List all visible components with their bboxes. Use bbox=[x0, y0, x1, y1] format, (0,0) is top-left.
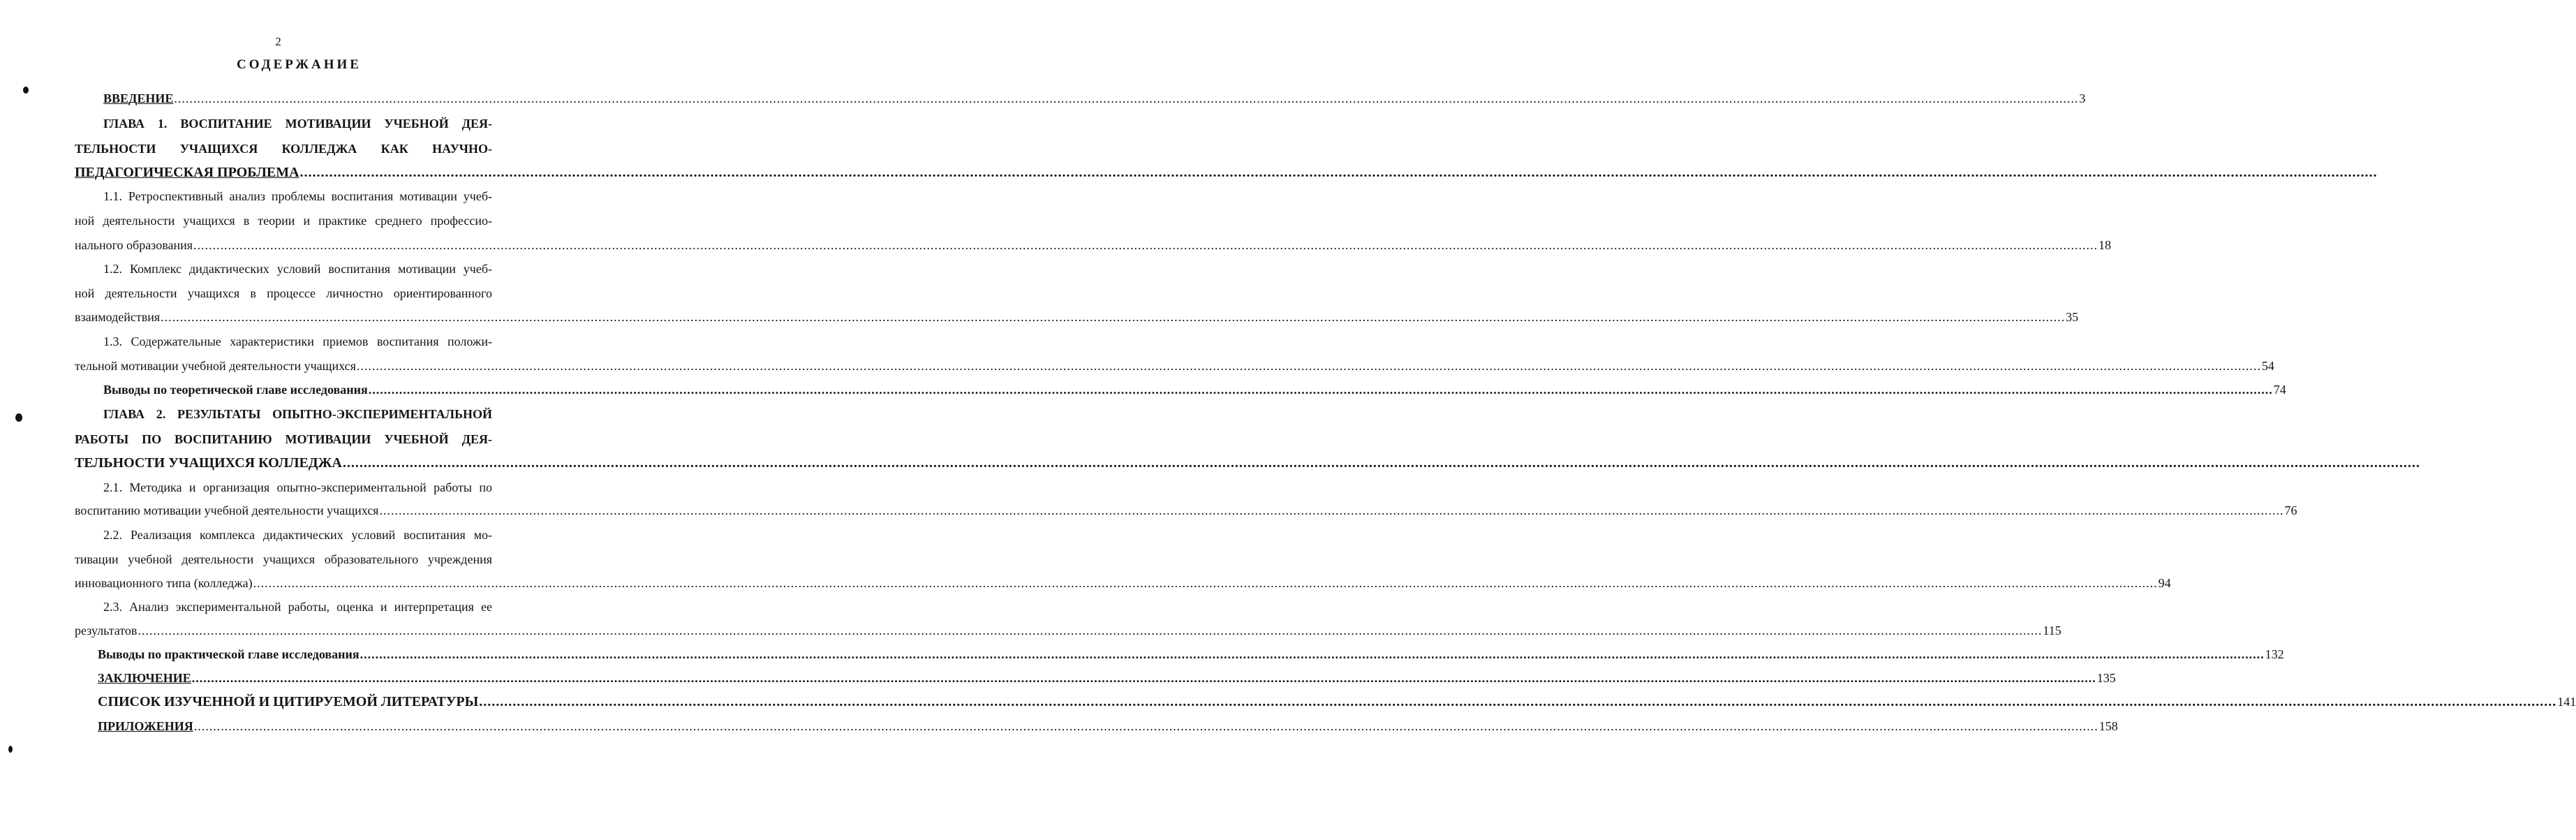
toc-page: 54 bbox=[2261, 359, 2274, 373]
toc-page: 18 bbox=[2098, 238, 2111, 252]
toc-section-2-1-line-1[interactable]: 2.1. Методика и организация опытно-экспериментальной работы по bbox=[103, 480, 492, 494]
toc-page: 94 bbox=[2158, 576, 2171, 590]
toc-section-2-2-line-1[interactable]: 2.2. Реализация комплекса дидактических условий воспитания мо- bbox=[103, 528, 492, 542]
toc-chapter-2-line-1[interactable]: ГЛАВА 2. РЕЗУЛЬТАТЫ ОПЫТНО-ЭКСПЕРИМЕНТАЛЬНОЙ bbox=[103, 407, 492, 421]
leader-dots: ................................................................................................................................................................................................................................................................................................................................................................................................................................................................................................................ bbox=[379, 503, 2284, 517]
toc-chapter-1-line-1[interactable]: ГЛАВА 1. ВОСПИТАНИЕ МОТИВАЦИИ УЧЕБНОЙ ДЕЯ- bbox=[103, 117, 492, 131]
margin-mark bbox=[8, 746, 13, 753]
toc-section-1-2-line-1[interactable]: 1.2. Комплекс дидактических условий воспитания мотивации учеб- bbox=[103, 262, 492, 276]
toc-page: 76 bbox=[2284, 503, 2297, 517]
toc-page: 74 bbox=[2273, 383, 2286, 397]
toc-label: тельной мотивации учебной деятельности учащихся bbox=[75, 359, 356, 373]
leader-dots: ................................................................................................................................................................................................................................................................................................................................................................................................................................................................................................................ bbox=[193, 719, 2098, 733]
toc-label: ВВЕДЕНИЕ bbox=[103, 91, 174, 105]
toc-section-2-2-line-2[interactable]: тивации учебной деятельности учащихся образовательного учреждения bbox=[75, 552, 492, 566]
toc-label: Выводы по теоретической главе исследования bbox=[103, 383, 368, 397]
toc-label: СПИСОК ИЗУЧЕННОЙ И ЦИТИРУЕМОЙ ЛИТЕРАТУРЫ bbox=[98, 694, 479, 709]
toc-section-1-1-line-2[interactable]: ной деятельности учащихся в теории и практике среднего профессио- bbox=[75, 214, 492, 228]
leader-dots: ................................................................................................................................................................................................................................................................................................................................................................................................................................................................................................................ bbox=[174, 91, 2079, 105]
toc-section-2-2-line-3[interactable] bbox=[75, 574, 2171, 592]
leader-dots: ................................................................................................................................................................................................................................................................................................................................................................................................................................................................................................................ bbox=[161, 310, 2066, 324]
toc-chapter-1-line-3[interactable] bbox=[75, 163, 2378, 182]
toc-label: ПРИЛОЖЕНИЯ bbox=[98, 719, 193, 733]
toc-page: 35 bbox=[2066, 310, 2079, 324]
toc-entry-conclusion[interactable] bbox=[98, 669, 2116, 687]
leader-dots: ................................................................................................................................................................................................................................................................................................................................................................................................................................................................................................................ bbox=[299, 165, 2378, 180]
toc-label: взаимодействия bbox=[75, 310, 161, 324]
toc-label: ЗАКЛЮЧЕНИЕ bbox=[98, 671, 191, 685]
toc-label: результатов bbox=[75, 624, 138, 638]
toc-conclusions-chapter-2[interactable] bbox=[98, 645, 2284, 663]
toc-section-1-3-line-1[interactable]: 1.3. Содержательные характеристики приемов воспитания положи- bbox=[103, 334, 492, 348]
toc-page: 135 bbox=[2096, 671, 2116, 685]
toc-conclusions-chapter-1[interactable] bbox=[103, 381, 2286, 399]
leader-dots: ................................................................................................................................................................................................................................................................................................................................................................................................................................................................................................................ bbox=[253, 576, 2158, 590]
toc-section-1-2-line-3[interactable] bbox=[75, 308, 2079, 326]
toc-section-1-2-line-2[interactable]: ной деятельности учащихся в процессе личностно ориентированного bbox=[75, 286, 492, 300]
toc-entry-literature[interactable] bbox=[98, 693, 2576, 711]
toc-section-2-3-line-2[interactable] bbox=[75, 621, 2061, 640]
toc-chapter-2-line-3[interactable] bbox=[75, 454, 2420, 472]
leader-dots: ................................................................................................................................................................................................................................................................................................................................................................................................................................................................................................................ bbox=[368, 383, 2273, 397]
toc-section-2-1-line-2[interactable] bbox=[75, 501, 2297, 520]
toc-page: 141 bbox=[2557, 695, 2576, 709]
toc-label: Выводы по практической главе исследования bbox=[98, 647, 360, 661]
page-title: СОДЕРЖАНИЕ bbox=[237, 57, 362, 72]
leader-dots: ................................................................................................................................................................................................................................................................................................................................................................................................................................................................................................................ bbox=[479, 694, 2557, 709]
toc-section-1-1-line-1[interactable]: 1.1. Ретроспективный анализ проблемы воспитания мотивации учеб- bbox=[103, 189, 492, 203]
toc-page: 3 bbox=[2079, 91, 2086, 105]
leader-dots: ................................................................................................................................................................................................................................................................................................................................................................................................................................................................................................................ bbox=[356, 359, 2261, 373]
margin-mark bbox=[23, 87, 29, 94]
toc-label: инновационного типа (колледжа) bbox=[75, 576, 253, 590]
toc-section-2-3-line-1[interactable]: 2.3. Анализ экспериментальной работы, оценка и интерпретация ее bbox=[103, 600, 492, 614]
page-number: 2 bbox=[275, 35, 281, 48]
toc-entry-appendices[interactable] bbox=[98, 717, 2118, 735]
toc-label: ПЕДАГОГИЧЕСКАЯ ПРОБЛЕМА bbox=[75, 165, 299, 180]
toc-section-1-1-line-3[interactable] bbox=[75, 236, 2111, 254]
leader-dots: ................................................................................................................................................................................................................................................................................................................................................................................................................................................................................................................ bbox=[191, 671, 2096, 685]
toc-label: ТЕЛЬНОСТИ УЧАЩИХСЯ КОЛЛЕДЖА bbox=[75, 455, 342, 471]
toc-chapter-1-line-2[interactable]: ТЕЛЬНОСТИ УЧАЩИХСЯ КОЛЛЕДЖА КАК НАУЧНО- bbox=[75, 142, 492, 156]
toc-label: нального образования bbox=[75, 238, 193, 252]
toc-page: 132 bbox=[2265, 647, 2284, 661]
toc-section-1-3-line-2[interactable] bbox=[75, 357, 2274, 375]
toc-entry-intro[interactable] bbox=[103, 89, 2086, 108]
margin-mark bbox=[15, 413, 22, 422]
leader-dots: ................................................................................................................................................................................................................................................................................................................................................................................................................................................................................................................ bbox=[193, 238, 2098, 252]
leader-dots: ................................................................................................................................................................................................................................................................................................................................................................................................................................................................................................................ bbox=[342, 455, 2420, 471]
toc-page: 158 bbox=[2098, 719, 2118, 733]
toc-chapter-2-line-2[interactable]: РАБОТЫ ПО ВОСПИТАНИЮ МОТИВАЦИИ УЧЕБНОЙ ДЕЯ- bbox=[75, 432, 492, 446]
toc-page: 115 bbox=[2043, 624, 2061, 638]
leader-dots: ................................................................................................................................................................................................................................................................................................................................................................................................................................................................................................................ bbox=[138, 624, 2043, 638]
toc-label: воспитанию мотивации учебной деятельности учащихся bbox=[75, 503, 379, 517]
leader-dots: ................................................................................................................................................................................................................................................................................................................................................................................................................................................................................................................ bbox=[360, 647, 2265, 661]
